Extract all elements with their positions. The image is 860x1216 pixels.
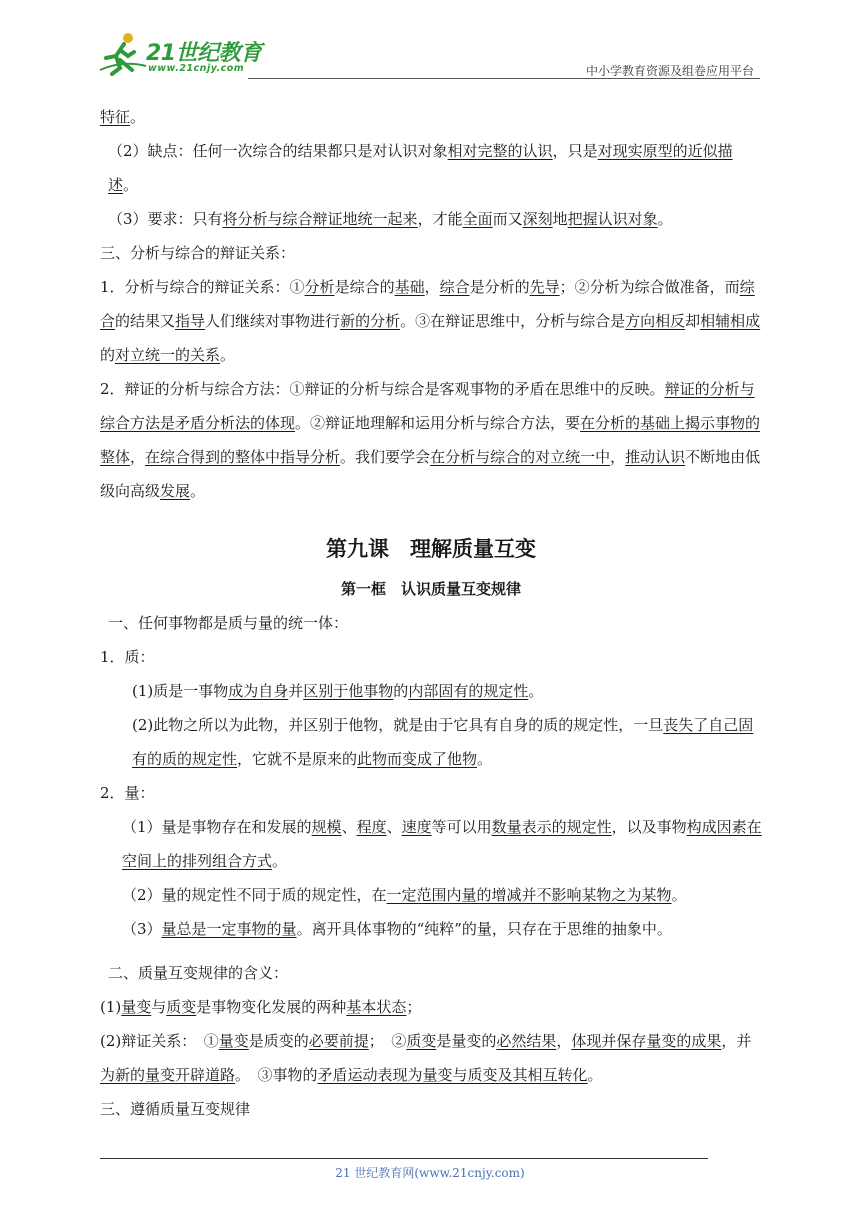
key-phrase: 在综合得到的整体中指导分析	[145, 448, 341, 466]
text-run: ；	[406, 998, 422, 1016]
key-phrase: 在分析与综合的对立统一中	[430, 448, 611, 466]
key-phrase: 全面	[462, 210, 493, 228]
text-run: 一、任何事物都是质与量的统一体：	[108, 614, 349, 632]
logo-text: 21世纪教育	[146, 41, 262, 66]
key-phrase: 程度	[356, 818, 387, 836]
logo-url: www.21cnjy.com	[148, 63, 245, 74]
text-run: ，才能	[417, 210, 463, 228]
paragraph	[100, 270, 762, 372]
text-run: （3）	[122, 920, 162, 938]
text-run: 却	[685, 312, 701, 330]
text-run: 。	[587, 1066, 603, 1084]
text-run: 。	[220, 346, 236, 364]
key-phrase: 量变	[218, 1032, 249, 1050]
key-phrase: 在分析的基础上揭示事物的整体	[100, 414, 761, 466]
footer-text: 21 世纪教育网(www.21cnjy.com)	[335, 1166, 525, 1180]
key-phrase: 为新的量变开辟道路	[100, 1066, 236, 1084]
key-phrase: 成为自身	[228, 682, 289, 700]
text-run: 。我们要学会	[340, 448, 431, 466]
paragraph	[100, 640, 762, 674]
key-phrase: 新的分析	[340, 312, 401, 330]
text-run: 。离开具体事物的“纯粹”的量，只存在于思维的抽象中。	[296, 920, 672, 938]
paragraph	[100, 134, 762, 202]
text-run: 。	[671, 886, 687, 904]
text-run: ； ②	[368, 1032, 407, 1050]
text-run: 是量变的	[436, 1032, 497, 1050]
text-run: ，	[610, 448, 626, 466]
key-phrase: 相对完整的认识	[447, 142, 553, 160]
paragraph	[100, 912, 762, 946]
text-run: （3）要求：只有	[108, 210, 223, 228]
paragraph	[100, 236, 762, 270]
key-phrase: 量变	[121, 998, 152, 1016]
key-phrase: 此物而变成了他物	[357, 750, 478, 768]
text-run: ，它就不是原来的	[237, 750, 358, 768]
text-run: 的	[393, 682, 409, 700]
runner-logo-icon	[98, 30, 148, 76]
text-run: 不断地由低级向高级	[100, 448, 761, 500]
text-run: ，并	[721, 1032, 752, 1050]
paragraph	[100, 100, 762, 134]
text-run: 是综合的	[334, 278, 395, 296]
text-run: 是事物变化发展的两种	[196, 998, 347, 1016]
text-run: 2．辩证的分析与综合方法：①辩证的分析与综合是客观事物的矛盾在思维中的反映。	[100, 380, 665, 398]
key-phrase: 相辅相成	[700, 312, 761, 330]
text-run: 是分析的	[469, 278, 530, 296]
paragraph	[100, 674, 762, 708]
text-run: 三、分析与综合的辩证关系：	[100, 244, 296, 262]
key-phrase: 速度	[401, 818, 432, 836]
key-phrase: 内部固有的规定性	[408, 682, 529, 700]
text-run: (2)此物之所以为此物，并区别于他物，就是由于它具有自身的质的规定性，一旦	[132, 716, 664, 734]
text-run: 是质变的	[248, 1032, 309, 1050]
key-phrase: 综合	[100, 278, 755, 330]
text-run: 。②辩证地理解和运用分析与综合方法，要	[295, 414, 581, 432]
paragraph	[100, 810, 762, 878]
text-run: 。③在辩证思维中，分析与综合是	[400, 312, 626, 330]
paragraph	[100, 990, 762, 1024]
key-phrase: 矛盾运动表现为量变与质变及其相互转化	[317, 1066, 588, 1084]
text-run: 人们继续对事物进行	[205, 312, 341, 330]
key-phrase: 基础	[394, 278, 425, 296]
paragraph	[100, 956, 762, 990]
key-phrase: 质变	[166, 998, 197, 1016]
key-phrase: 辩证的分析与综合方法是矛盾分析法的体现	[100, 380, 755, 432]
key-phrase: 必然结果	[496, 1032, 557, 1050]
key-phrase: 对立统一的关系	[115, 346, 221, 364]
key-phrase: 先导	[529, 278, 560, 296]
key-phrase: 构成因素在空间上的排列组合方式	[122, 818, 762, 870]
text-run: 。	[130, 108, 146, 126]
text-run: 而又	[492, 210, 523, 228]
key-phrase: 分析	[304, 278, 335, 296]
text-run: 的	[100, 346, 116, 364]
key-phrase: 一定范围内量的增减并不影响某物之为某物	[386, 886, 672, 904]
platform-name: 中小学教育资源及组卷应用平台	[585, 64, 754, 78]
text-run: 。	[657, 210, 673, 228]
page-header	[98, 30, 760, 80]
key-phrase: 方向相反	[625, 312, 686, 330]
key-phrase: 丧失了自己固有的质的规定性	[132, 716, 754, 768]
text-run: 、	[341, 818, 357, 836]
text-run: 、	[386, 818, 402, 836]
key-phrase: 把握认识对象	[567, 210, 658, 228]
key-phrase: 指导	[175, 312, 206, 330]
text-run: 第九课 理解质量互变	[326, 537, 536, 561]
paragraph	[100, 606, 762, 640]
paragraph	[100, 1024, 762, 1092]
paragraph	[100, 878, 762, 912]
key-phrase: 推动认识	[625, 448, 686, 466]
text-run: (1)	[100, 998, 122, 1016]
key-phrase: 区别于他事物	[303, 682, 394, 700]
section-subtitle	[100, 572, 762, 606]
text-run: 。	[190, 482, 206, 500]
key-phrase: 必要前提	[308, 1032, 369, 1050]
text-run: (1)质是一事物	[132, 682, 229, 700]
key-phrase: 将分析与综合辩证地统一起来	[222, 210, 418, 228]
paragraph	[100, 372, 762, 508]
text-run: 第一框 认识质量互变规律	[340, 580, 521, 598]
text-run: (2)辩证关系： ①	[100, 1032, 219, 1050]
header-divider	[248, 78, 760, 79]
text-run: 。	[272, 852, 288, 870]
paragraph	[100, 1092, 762, 1126]
text-run: ，	[556, 1032, 572, 1050]
text-run: 地	[552, 210, 568, 228]
lesson-title	[100, 526, 762, 572]
paragraph	[100, 202, 762, 236]
site-logo	[98, 30, 268, 78]
document-body	[100, 100, 762, 1126]
key-phrase: 质变	[406, 1032, 437, 1050]
text-run: 。	[477, 750, 493, 768]
text-run: 等可以用	[431, 818, 492, 836]
key-phrase: 数量表示的规定性	[491, 818, 612, 836]
text-run: 2．量：	[100, 784, 155, 802]
text-run: 。 ③事物的	[235, 1066, 318, 1084]
paragraph	[100, 776, 762, 810]
text-run: 1．质：	[100, 648, 155, 666]
text-run: ；②分析为综合做准备，而	[559, 278, 740, 296]
footer-divider	[100, 1158, 708, 1159]
paragraph	[100, 946, 762, 956]
text-run: 与	[151, 998, 167, 1016]
text-run: 二、质量互变规律的含义：	[108, 964, 289, 982]
key-phrase: 规模	[311, 818, 342, 836]
key-phrase: 特征	[100, 108, 131, 126]
text-run: ，	[130, 448, 146, 466]
text-run: 。	[123, 176, 139, 194]
text-run: 并	[288, 682, 304, 700]
text-run: ，以及事物	[611, 818, 687, 836]
text-run: 三、遵循质量互变规律	[100, 1100, 251, 1118]
text-run: （1）量是事物存在和发展的	[122, 818, 312, 836]
key-phrase: 综合	[439, 278, 470, 296]
key-phrase: 基本状态	[346, 998, 407, 1016]
text-run: （2）缺点：任何一次综合的结果都只是对认识对象	[108, 142, 448, 160]
text-run: 1．分析与综合的辩证关系：①	[100, 278, 305, 296]
key-phrase: 对现实原型的近似描述	[108, 142, 733, 194]
text-run: （2）量的规定性不同于质的规定性，在	[122, 886, 387, 904]
key-phrase: 体现并保存量变的成果	[571, 1032, 722, 1050]
text-run: 的结果又	[115, 312, 176, 330]
text-run: 。	[528, 682, 544, 700]
text-run: ，只是	[552, 142, 598, 160]
key-phrase: 发展	[160, 482, 191, 500]
text-run: ，	[424, 278, 440, 296]
key-phrase: 深刻	[522, 210, 553, 228]
paragraph	[100, 708, 762, 776]
key-phrase: 量总是一定事物的量	[161, 920, 297, 938]
